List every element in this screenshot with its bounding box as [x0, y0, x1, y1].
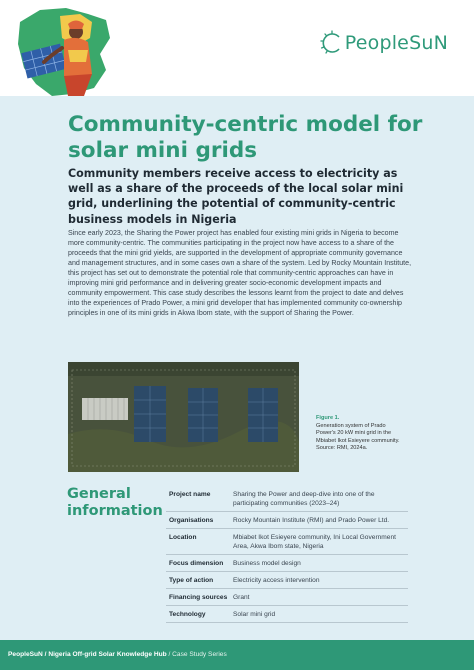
table-row [166, 589, 408, 606]
nigeria-map-solar-illustration [14, 4, 132, 100]
brand-name: PeopleSuN [344, 32, 448, 54]
footer-org: PeopleSuN [8, 651, 43, 658]
table-row [166, 512, 408, 529]
figure-caption-text: Generation system of Prado Power's 20 kW mini grid in the Mbiabet Ikot Esieyere community. Source: RMI, 2024a. [316, 422, 400, 452]
table-row [166, 529, 408, 555]
header [0, 0, 474, 96]
row-label: Focus dimension [169, 560, 224, 567]
row-value: Rocky Mountain Institute (RMI) and Prado Power Ltd. [233, 517, 390, 524]
row-value: Business model design [233, 560, 301, 567]
row-label: Project name [169, 491, 211, 498]
sun-logo-icon [320, 30, 344, 56]
figure-label: Figure 1. [316, 415, 340, 421]
footer-separator: / [42, 651, 49, 658]
table-row [166, 486, 408, 512]
brand-logo [320, 30, 448, 56]
general-information-table [166, 486, 408, 623]
table-row [166, 572, 408, 589]
row-value: Grant [233, 594, 250, 601]
page-title: Community-centric model for solar mini grids [68, 112, 423, 163]
solar-array-aerial-photo [68, 362, 299, 472]
row-value: Mbiabet Ikot Esieyere community, Ini Local Government Area, Akwa Ibom state, Nigeria [233, 534, 396, 550]
footer-separator: / [166, 651, 173, 658]
footer-series: Case Study Series [172, 651, 227, 658]
table-row [166, 606, 408, 623]
footer-text [8, 650, 227, 659]
row-label: Type of action [169, 577, 214, 584]
row-value: Electricity access intervention [233, 577, 320, 584]
row-value: Solar mini grid [233, 611, 276, 618]
row-label: Financing sources [169, 594, 228, 601]
general-information-heading: General information [67, 486, 163, 519]
figure-caption [316, 415, 400, 453]
row-label: Location [169, 534, 197, 541]
row-value: Sharing the Power and deep-dive into one of the participating communities (2023–24) [233, 491, 375, 507]
row-label: Technology [169, 611, 206, 618]
row-label: Organisations [169, 517, 214, 524]
page-subtitle: Community members receive access to electricity as well as a share of the proceeds of the local solar mini grid, underlining the potential of community-centric business models in Nigeria [68, 167, 404, 226]
table-row [166, 555, 408, 572]
footer-hub: Nigeria Off-grid Solar Knowledge Hub [48, 651, 167, 658]
intro-paragraph: Since early 2023, the Sharing the Power project has enabled four existing mini grids in Nigeria to become more community-centric. The communities participating in the project now have access to a share of the proceeds that the mini grid yields, are supported in the development of appropriate community governance and management structures, and in some cases own a share of the system. Led by Rocky Mountain Institute, this project has set out to demonstrate the potential role that community-centric approaches can have in improving mini grid performance and in delivering greater socio-economic development impacts and community empowerment. This case study describes the lessons learnt from the project to date and delves into the experiences of Prado Power, a mini grid developer that has implemented community co-ownership principles in one of its mini grids in Akwa Ibom state, with the support of Sharing the Power. [68, 229, 412, 318]
footer [0, 640, 474, 670]
